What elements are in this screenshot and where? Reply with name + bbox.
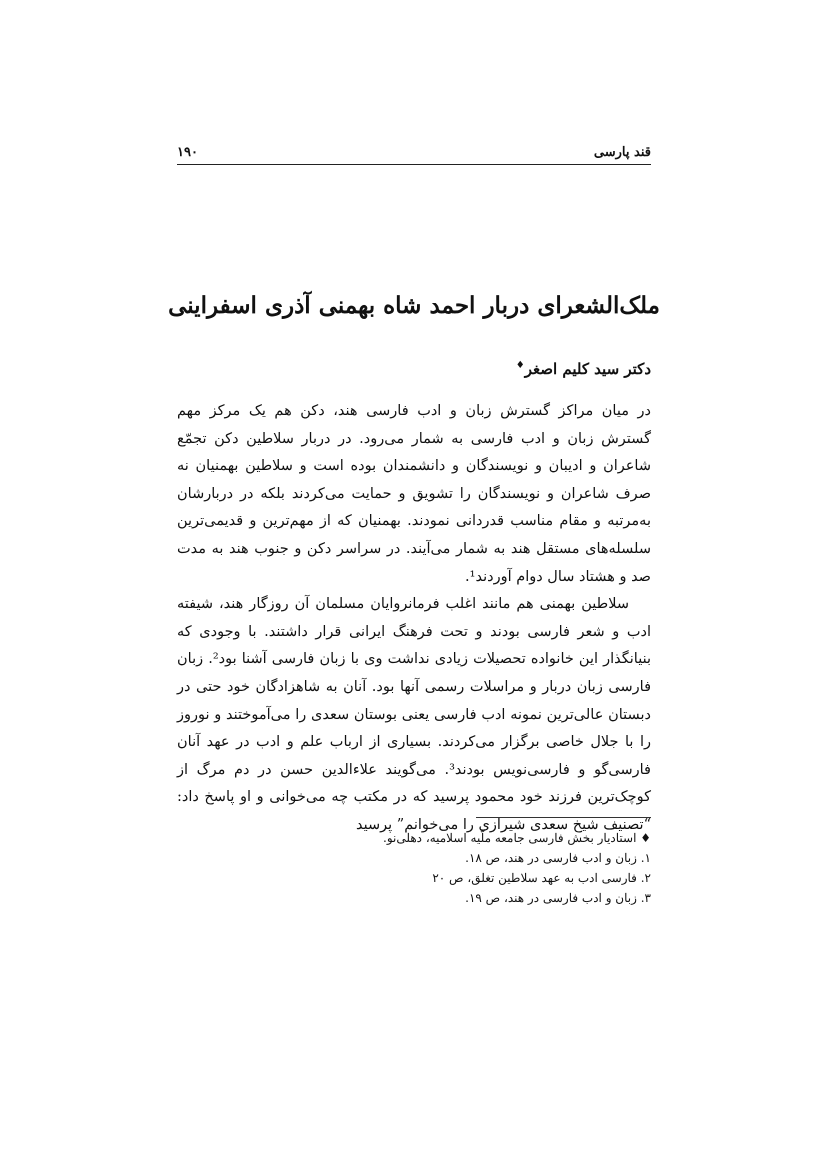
author-footnote-marker: ♦ [515, 360, 525, 371]
author-name: دکتر سید کلیم اصغر [524, 360, 651, 378]
footnote-3: ۳. زبان و ادب فارسی در هند، ص ۱۹. [465, 891, 651, 905]
page-number: ۱۹۰ [177, 145, 198, 160]
footnote-divider [476, 817, 651, 818]
article-title: ملک‌الشعرای دربار احمد شاه بهمنی آذری اسفراینی [168, 292, 660, 319]
footnote-1: ۱. زبان و ادب فارسی در هند، ص ۱۸. [465, 851, 651, 865]
journal-name: قند پارسی [593, 145, 651, 160]
running-header [177, 142, 651, 165]
article-body [177, 398, 651, 840]
footnote-affiliation: ♦ استادیار بخش فارسی جامعه ملّیه اسلامیه، دهلی‌نو. [383, 831, 651, 845]
paragraph-1: در میان مراکز گسترش زبان و ادب فارسی هند، دکن هم یک مرکز مهم گسترش زبان و ادب فارسی به شمار می‌رود. در دربار سلاطین دکن تجمّع شاعران و ادیبان و نویسندگان و دانشمندان بوده است و سلاطین بهمنیان نه صرف شاعران و نویسندگان را تشویق و حمایت می‌کردند بلکه در دربارشان به‌مرتبه و مقام مناسب قدردانی نمودند. بهمنیان که از مهم‌ترین و قدیمی‌ترین سلسله‌های مستقل هند به شمار می‌آیند. در سراسر دکن و جنوب هند به مدت صد و هشتاد سال دوام آوردند¹. [177, 403, 651, 585]
author-line [177, 360, 651, 378]
footnote-2: ۲. فارسی ادب به عهد سلاطین تغلق، ص ۲۰ [432, 871, 651, 885]
footnotes [177, 828, 651, 908]
paragraph-2: سلاطین بهمنی هم مانند اغلب فرمانروایان مسلمان آن روزگار هند، شیفته ادب و شعر فارسی بودند و تحت فرهنگ ایرانی قرار داشتند. با وجودی که بنیانگذار این خانواده تحصیلات زیادی نداشت وی با زبان فارسی آشنا بود². زبان فارسی زبان دربار و مراسلات رسمی آنها بود. آنان به شاهزادگان خود حتی در دبستان عالی‌ترین نمونه ادب فارسی یعنی بوستان سعدی را می‌آموختند و نوروز را با جلال خاصی برگزار می‌کردند. بسیاری از ارباب علم و ادب در عهد آنان فارسی‌گو و فارسی‌نویس بودند³. می‌گویند علاءالدین حسن در دم مرگ از کوچک‌ترین فرزند خود محمود پرسید که در مکتب چه می‌خوانی و او پاسخ داد: “تصنیف شیخ سعدی شیرازی را می‌خوانم” پرسید [177, 596, 652, 833]
